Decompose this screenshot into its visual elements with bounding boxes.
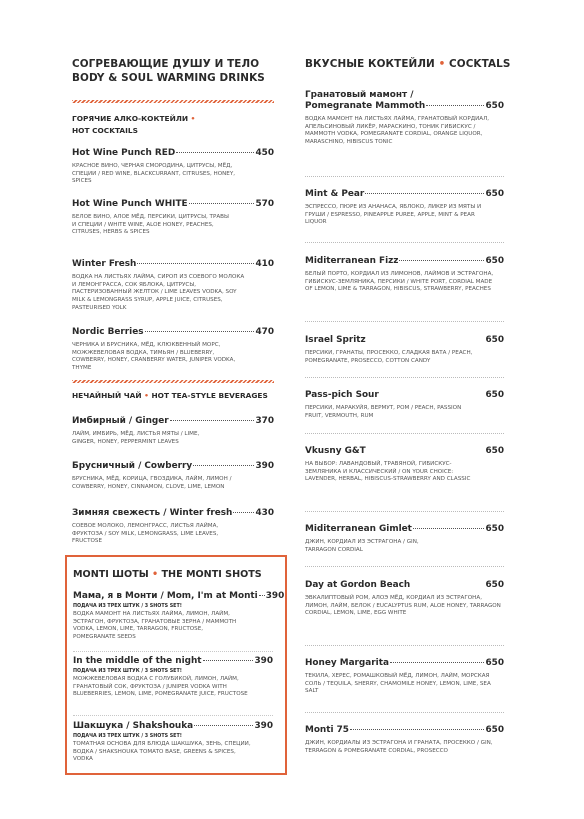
item-name: Day at Gordon Beach xyxy=(305,580,411,590)
item-name: Шакшука / Shakshouka xyxy=(73,721,194,731)
divider xyxy=(305,511,504,512)
menu-item xyxy=(305,335,504,365)
item-price: 650 xyxy=(485,101,504,111)
dot-leader xyxy=(367,339,485,340)
item-price: 430 xyxy=(255,508,274,518)
dot-leader xyxy=(194,725,253,726)
item-description: БЕЛЫЙ ПОРТО, КОРДИАЛ ИЗ ЛИМОНОВ, ЛАЙМОВ И ЭСТРАГОНА, ГИБИСКУС-ЗЕМЛЯНИКА, ПЕРСИКИ / WHITE PORT, CORDIAL MADE OF LEMON, LIME & TARRAGON, HIBISCUS, STRAWBERRY, PEACHES xyxy=(305,271,494,293)
item-description: ВОДКА НА ЛИСТЬЯХ ЛАЙМА, СИРОП ИЗ СОЕВОГО МОЛОКА И ЛЕМОНГРАССА, СОК ЯБЛОКА, ЦИТРУСЫ, ПАСТЕРИЗОВАННЫЙ ЖЕЛТОК / LIME LEAVES VODKA, SOY MILK & LEMONGRASS SYRUP, APPLE JUICE, CITRUSES, PASTEURISED YOLK xyxy=(72,274,245,311)
menu-item xyxy=(72,199,274,237)
dot-leader xyxy=(176,152,254,153)
item-price: 450 xyxy=(255,148,274,158)
item-price: 650 xyxy=(485,524,504,534)
item-name: Зимняя свежесть / Winter fresh xyxy=(72,508,233,518)
menu-item xyxy=(305,725,504,755)
item-name-line1: Гранатовый мамонт / xyxy=(305,90,414,100)
menu-item xyxy=(305,580,504,618)
divider xyxy=(305,242,504,243)
menu-item xyxy=(305,524,504,554)
hot-cocktails-title-ru: ГОРЯЧИЕ АЛКО-КОКТЕЙЛИ xyxy=(72,114,189,123)
left-heading-en: BODY & SOUL WARMING DRINKS xyxy=(72,72,265,84)
menu-item xyxy=(305,189,504,227)
item-price: 650 xyxy=(485,580,504,590)
dot-leader xyxy=(203,660,254,661)
item-name: Брусничный / Cowberry xyxy=(72,461,193,471)
item-name: Pass-pich Sour xyxy=(305,390,379,400)
menu-item xyxy=(305,446,504,484)
dot-leader xyxy=(233,512,254,513)
item-price: 650 xyxy=(485,390,504,400)
item-note: ПОДАЧА ИЗ ТРЕХ ШТУК / 3 SHOTS SET! xyxy=(73,604,182,609)
item-price: 370 xyxy=(255,416,274,426)
item-description: ТОМАТНАЯ ОСНОВА ДЛЯ БЛЮДА ШАКШУКА, ЗЕНЬ, СПЕЦИИ, ВОДКА / SHAKSHOUKA TOMATO BASE, GREENS & SPICES, VODKA xyxy=(73,741,251,763)
bullet-dot: • xyxy=(438,58,446,70)
right-heading xyxy=(305,57,510,71)
divider xyxy=(305,712,504,713)
tea-section-rule xyxy=(72,380,274,383)
dot-leader xyxy=(137,263,254,264)
hot-cocktails-title-en: HOT COCKTAILS xyxy=(72,126,138,135)
menu-item xyxy=(72,461,274,491)
shots-heading xyxy=(73,569,262,581)
divider xyxy=(305,377,504,378)
item-name: Vkusny G&T xyxy=(305,446,366,456)
divider xyxy=(73,651,273,652)
menu-item xyxy=(305,390,504,420)
item-price: 390 xyxy=(254,656,273,666)
item-price: 650 xyxy=(485,256,504,266)
item-name: Honey Margarita xyxy=(305,658,389,668)
tea-title-en: HOT TEA-STYLE BEVERAGES xyxy=(151,391,268,400)
menu-item xyxy=(72,148,274,186)
item-price: 650 xyxy=(485,335,504,345)
left-heading-rule xyxy=(72,100,274,103)
item-name: Miditerranean Fizz xyxy=(305,256,399,266)
menu-item xyxy=(72,259,274,313)
item-name: In the middle of the night xyxy=(73,656,202,666)
menu-item xyxy=(305,256,504,294)
left-heading-ru: СОГРЕВАЮЩИЕ ДУШУ И ТЕЛО xyxy=(72,58,260,70)
item-price: 390 xyxy=(255,461,274,471)
dot-leader xyxy=(390,662,485,663)
menu-item xyxy=(72,416,274,446)
item-price: 410 xyxy=(255,259,274,269)
dot-leader xyxy=(189,203,255,204)
bullet-dot: • xyxy=(190,114,196,123)
item-note: ПОДАЧА ИЗ ТРЕХ ШТУК / 3 SHOTS SET! xyxy=(73,669,182,674)
item-price: 650 xyxy=(485,446,504,456)
dot-leader xyxy=(193,465,254,466)
item-description: БЕЛОЕ ВИНО, АЛОЕ МЁД, ПЕРСИКИ, ЦИТРУСЫ, ТРАВЫ И СПЕЦИИ / WHITE WINE, ALOE HONEY, PEACHES, CITRUSES, HERBS & SPICES xyxy=(72,214,229,236)
item-description: ВОДКА МАМОНТ НА ЛИСТЬЯХ ЛАЙМА, ГРАНАТОВЫЙ КОРДИАЛ, АПЕЛЬСИНОВЫЙ ЛИКЁР, МАРАСКИНО, ТОНИК ГИБИСКУС / MAMMOTH VODKA, POMEGRANATE CORDIAL, ORANGE LIQUOR, MARASCHINO, HIBISCUS TONIC xyxy=(305,116,490,146)
shots-title-en: THE MONTI SHOTS xyxy=(161,569,262,580)
tea-title-ru: НЕЧАЙНЫЙ ЧАЙ xyxy=(72,391,142,400)
item-description: ЧЕРНИКА И БРУСНИКА, МЁД, КЛЮКВЕННЫЙ МОРС, МОЖЖЕВЕЛОВАЯ ВОДКА, ТИМЬЯН / BLUEBERRY, COWBERRY, HONEY, CRANBERRY WATER, JUNIPER VODKA, THYME xyxy=(72,342,236,372)
divider xyxy=(305,433,504,434)
item-description: ЛАЙМ, ИМБИРЬ, МЁД, ЛИСТЬЯ МЯТЫ / LIME, GINGER, HONEY, PEPPERMINT LEAVES xyxy=(72,431,200,445)
item-description: ДЖИН, КОРДИАЛ ИЗ ЭСТРАГОНА / GIN, TARRAGON CORDIAL xyxy=(305,539,419,553)
dot-leader xyxy=(259,595,265,596)
dot-leader xyxy=(170,420,255,421)
item-price: 390 xyxy=(265,591,285,601)
menu-item xyxy=(305,90,504,147)
divider xyxy=(305,176,504,177)
item-price: 650 xyxy=(485,725,504,735)
dot-leader xyxy=(367,450,485,451)
item-description: КРАСНОЕ ВИНО, ЧЕРНАЯ СМОРОДИНА, ЦИТРУСЫ, МЁД, СПЕЦИИ / RED WINE, BLACKCURRANT, CITRUSES, HONEY, SPICES xyxy=(72,163,236,185)
item-price: 470 xyxy=(255,327,274,337)
divider xyxy=(305,566,504,567)
item-description: ПЕРСИКИ, МАРАКУЙЯ, ВЕРМУТ, РОМ / PEACH, PASSION FRUIT, VERMOUTH, RUM xyxy=(305,405,462,419)
menu-item xyxy=(305,658,504,696)
item-price: 390 xyxy=(254,721,273,731)
menu-item xyxy=(72,508,274,546)
item-description: СОЕВОЕ МОЛОКО, ЛЕМОНГРАСС, ЛИСТЬЯ ЛАЙМА, ФРУКТОЗА / SOY MILK, LEMONGRASS, LIME LEAVES, FRUCTOSE xyxy=(72,523,219,545)
item-name: Pomegranate Mammoth xyxy=(305,101,426,111)
menu-item xyxy=(73,656,273,699)
item-name: Hot Wine Punch RED xyxy=(72,148,176,158)
item-name: Mint & Pear xyxy=(305,189,365,199)
dot-leader xyxy=(413,528,485,529)
item-description: ВОДКА МАМОНТ НА ЛИСТЬЯХ ЛАЙМА, ЛИМОН, ЛАЙМ, ЭСТРАГОН, ФРУКТОЗА, ГРАНАТОВЫЕ ЗЕРНА / MAMMOTH VODKA, LEMON, LIME, TARRAGON, FRUCTOSE, POMEGRANATE SEEDS xyxy=(73,611,237,641)
right-heading-en: COCKTALS xyxy=(449,58,511,70)
menu-item xyxy=(73,721,273,764)
item-price: 570 xyxy=(255,199,274,209)
left-heading xyxy=(72,57,265,85)
tea-heading xyxy=(72,390,268,402)
dot-leader xyxy=(365,193,484,194)
dot-leader xyxy=(145,331,255,332)
item-description: ЭВКАЛИПТОВЫЙ РОМ, АЛОЭ МЁД, КОРДИАЛ ИЗ ЭСТРАГОНА, ЛИМОН, ЛАЙМ, БЕЛОК / EUCALYPTUS RUM, ALOE HONEY, TARRAGON CORDIAL, LEMON, LIME, EGG WHITE xyxy=(305,595,501,617)
item-name: Israel Spritz xyxy=(305,335,366,345)
item-name: Имбирный / Ginger xyxy=(72,416,169,426)
item-name: Hot Wine Punch WHITE xyxy=(72,199,188,209)
bullet-dot: • xyxy=(152,569,159,580)
item-name: Мама, я в Монти / Mom, I'm at Monti xyxy=(73,591,258,601)
item-name: Monti 75 xyxy=(305,725,349,735)
item-description: ЭСПРЕССО, ПЮРЕ ИЗ АНАНАСА, ЯБЛОКО, ЛИКЕР ИЗ МЯТЫ И ГРУШИ / ESPRESSO, PINEAPPLE PUREE, APPLE, MINT & PEAR LIQUOR xyxy=(305,204,482,226)
item-description: ПЕРСИКИ, ГРАНАТЫ, ПРОСЕККО, СЛАДКАЯ ВАТА / PEACH, POMEGRANATE, PROSECCO, COTTON CANDY xyxy=(305,350,473,364)
item-description: БРУСНИКА, МЁД, КОРИЦА, ГВОЗДИКА, ЛАЙМ, ЛИМОН / COWBERRY, HONEY, CINNAMON, CLOVE, LIME, LEMON xyxy=(72,476,232,490)
shots-title-ru: MONTI ШОТЫ xyxy=(73,569,149,580)
dot-leader xyxy=(399,260,484,261)
item-price: 650 xyxy=(485,189,504,199)
divider xyxy=(305,321,504,322)
item-description: ТЕКИЛА, ХЕРЕС, РОМАШКОВЫЙ МЁД, ЛИМОН, ЛАЙМ, МОРСКАЯ СОЛЬ / TEQUILA, SHERRY, CHAMOMILE HONEY, LEMON, LIME, SEA SALT xyxy=(305,673,491,695)
menu-item xyxy=(72,327,274,373)
divider xyxy=(305,645,504,646)
item-name: Nordic Berries xyxy=(72,327,144,337)
dot-leader xyxy=(380,394,485,395)
dot-leader xyxy=(350,729,484,730)
dot-leader xyxy=(411,584,484,585)
right-heading-ru: ВКУСНЫЕ КОКТЕЙЛИ xyxy=(305,58,435,70)
dot-leader xyxy=(426,105,484,106)
item-name: Miditerranean Gimlet xyxy=(305,524,412,534)
item-note: ПОДАЧА ИЗ ТРЕХ ШТУК / 3 SHOTS SET! xyxy=(73,734,182,739)
item-description: ДЖИН, КОРДИАЛЫ ИЗ ЭСТРАГОНА И ГРАНАТА, ПРОСЕККО / GIN, TERRAGON & POMEGRANATE CORDIAL, PROSECCO xyxy=(305,740,493,754)
divider xyxy=(73,715,273,716)
item-name: Winter Fresh xyxy=(72,259,137,269)
hot-cocktails-heading xyxy=(72,113,195,137)
menu-item xyxy=(73,591,285,642)
item-description: МОЖЖЕВЕЛОВАЯ ВОДКА С ГОЛУБИКОЙ, ЛИМОН, ЛАЙМ, ГРАНАТОВЫЙ СОК, ФРУКТОЗА / JUNIPER VODKA WITH BLUEBERRIES, LEMON, LIME, POMEGRANATE JUICE, FRUCTOSE xyxy=(73,676,248,698)
item-description: НА ВЫБОР: ЛАВАНДОВЫЙ, ТРАВЯНОЙ, ГИБИСКУС-ЗЕМЛЯНИКА И КЛАССИЧЕСКИЙ / ON YOUR CHOICE: LAVENDER, HERBAL, HIBISCUS-STRAWBERRY AND CLASSIC xyxy=(305,461,471,483)
item-price: 650 xyxy=(485,658,504,668)
bullet-dot: • xyxy=(144,391,149,400)
